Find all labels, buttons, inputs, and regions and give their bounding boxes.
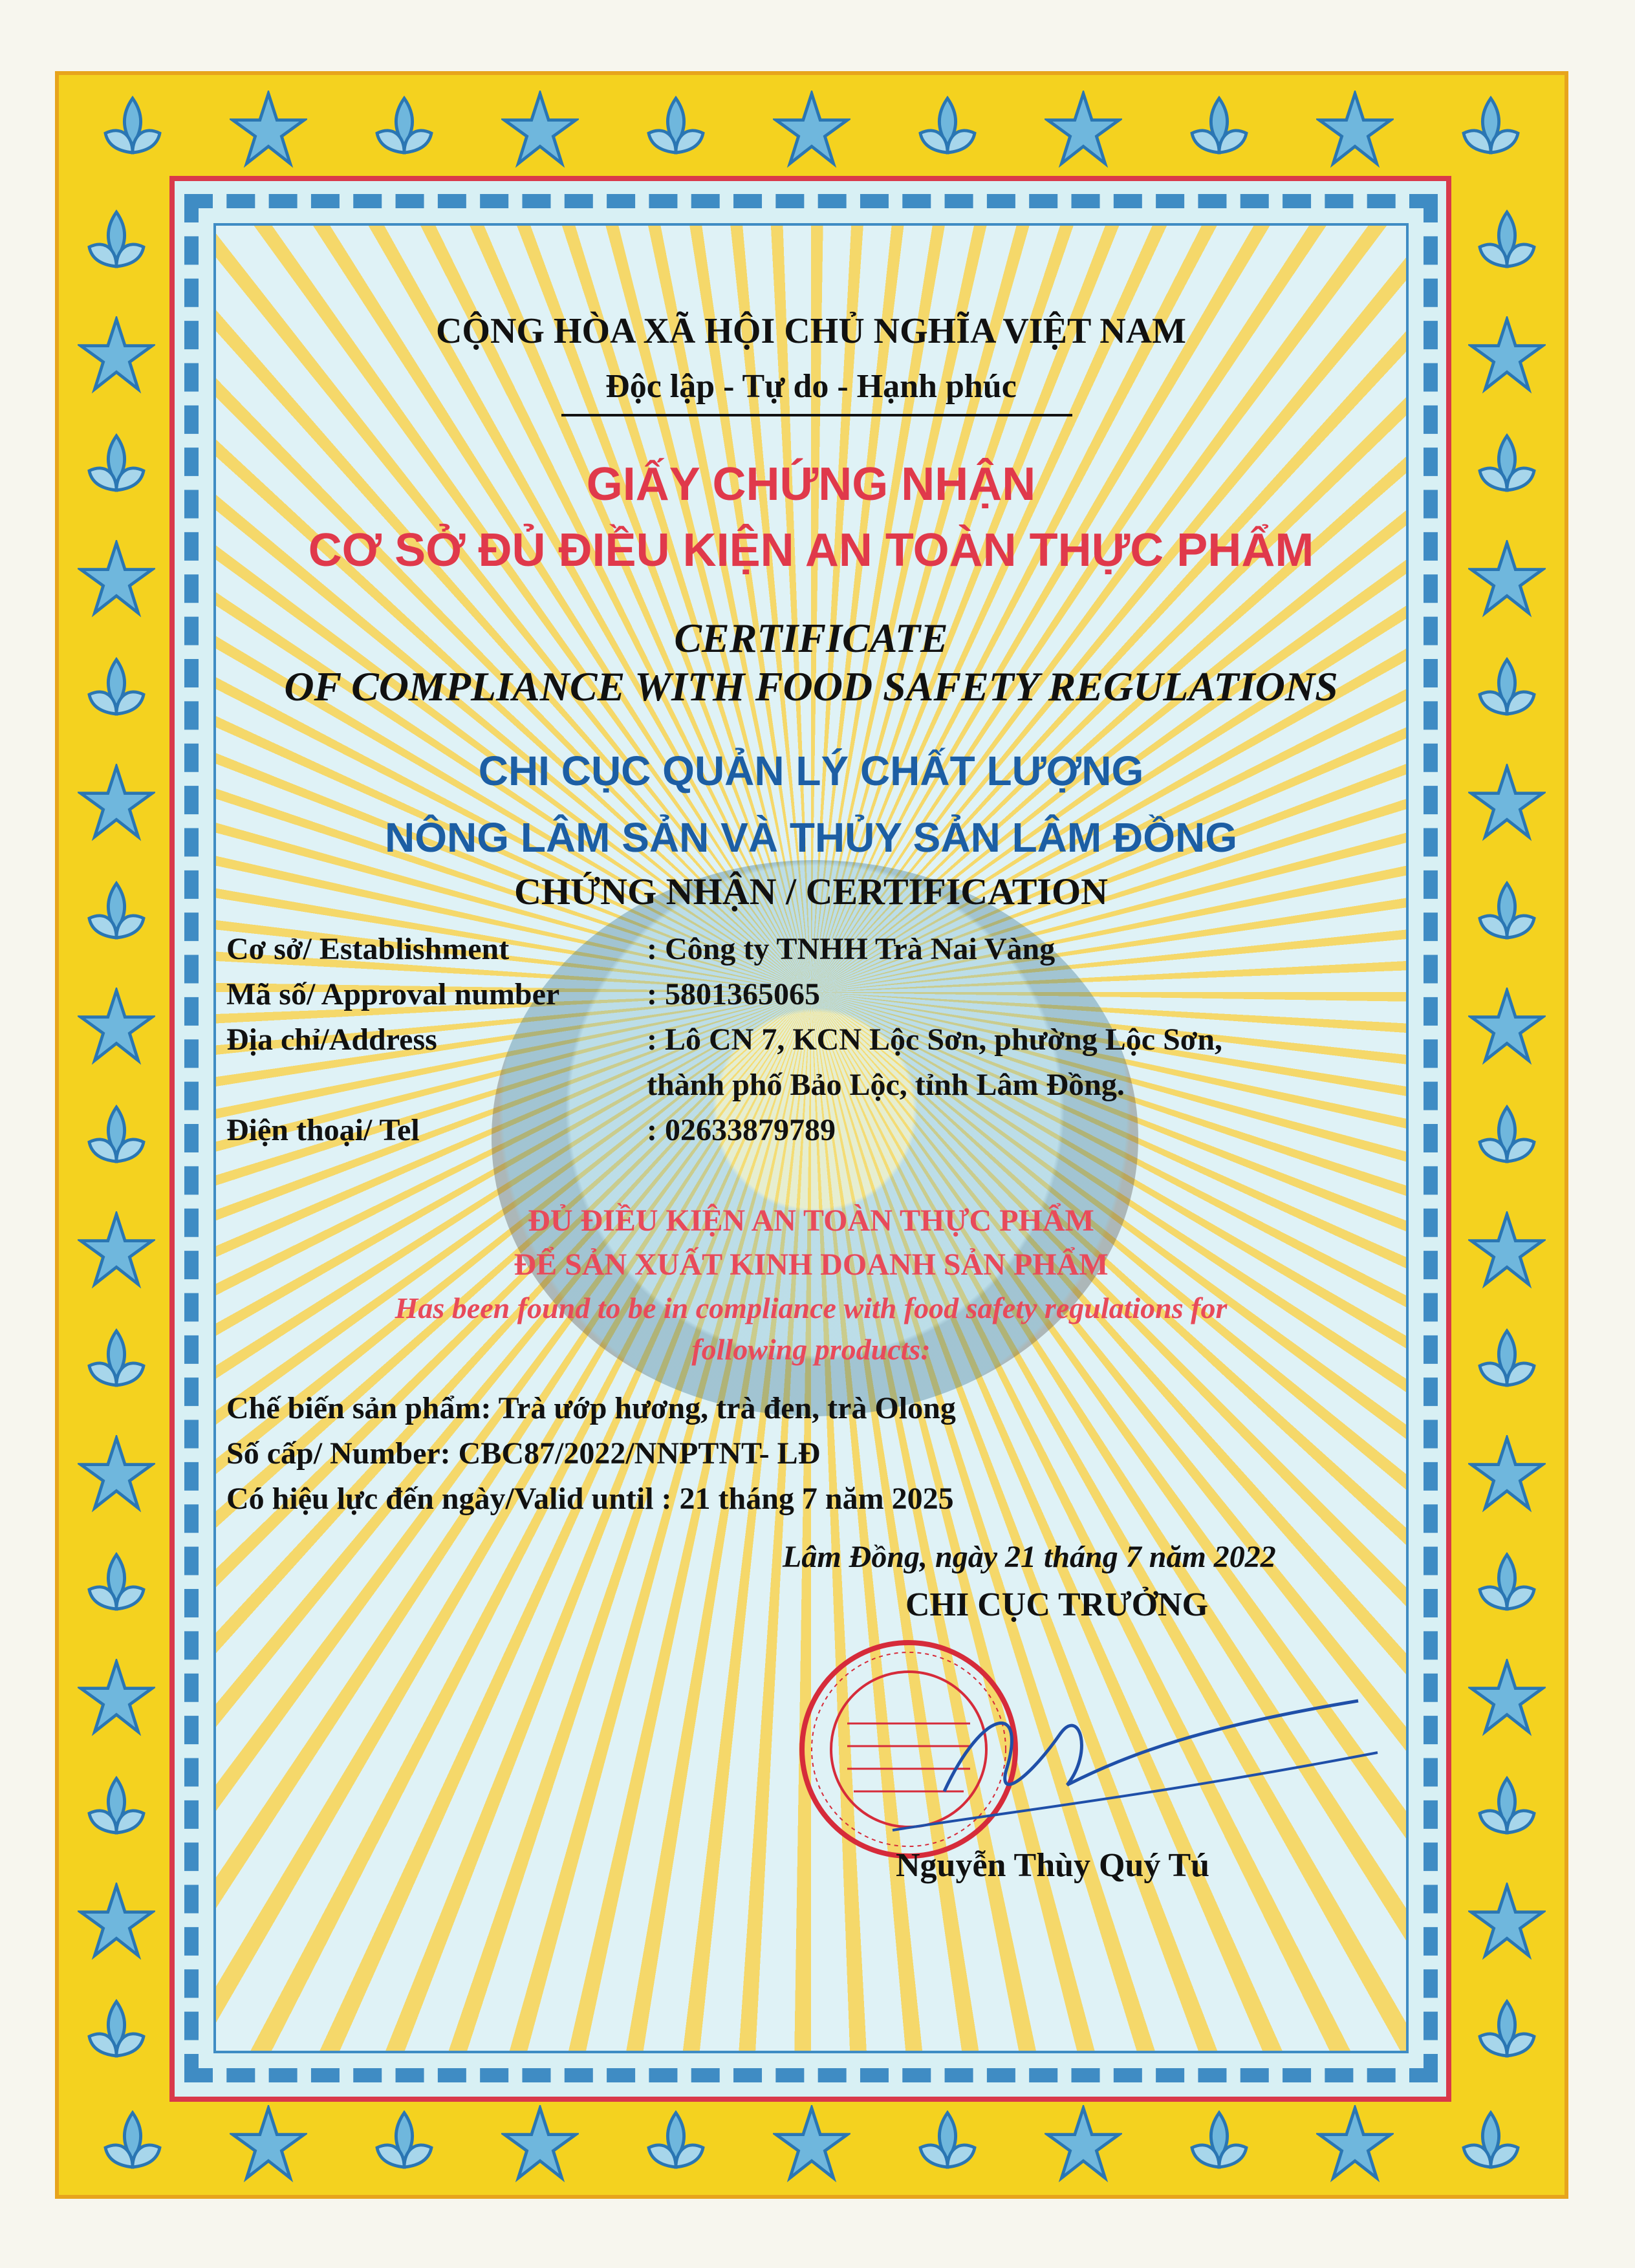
agency-line-1: CHI CỤC QUẢN LÝ CHẤT LƯỢNG [478, 748, 1144, 794]
establishment-row [226, 931, 1055, 967]
certificate-number-line: Số cấp/ Number: CBC87/2022/NNPTNT- LĐ [226, 1436, 821, 1471]
compliance-vn-line-1: ĐỦ ĐIỀU KIỆN AN TOÀN THỰC PHẨM [528, 1204, 1094, 1238]
lotus-ornament-icon [78, 204, 155, 282]
star-ornament-icon [230, 2105, 307, 2183]
establishment-label: Cơ sở/ Establishment [226, 932, 510, 966]
signer-position: CHI CỤC TRƯỞNG [905, 1586, 1209, 1623]
title-en-line-2: OF COMPLIANCE WITH FOOD SAFETY REGULATIONS [284, 664, 1338, 709]
approval-label: Mã số/ Approval number [226, 977, 560, 1011]
address-label: Địa chỉ/Address [226, 1022, 437, 1057]
address-row [226, 1022, 1222, 1057]
lotus-ornament-icon [637, 91, 715, 168]
lotus-ornament-icon [94, 91, 171, 168]
compliance-vn-line-2: ĐỂ SẢN XUẤT KINH DOANH SẢN PHẨM [514, 1247, 1109, 1282]
agency-line-2: NÔNG LÂM SẢN VÀ THỦY SẢN LÂM ĐỒNG [385, 814, 1237, 861]
title-vn-line-1: GIẤY CHỨNG NHẬN [586, 459, 1036, 510]
lotus-ornament-icon [1468, 876, 1546, 953]
star-ornament-icon [230, 91, 307, 168]
star-ornament-icon [1468, 1211, 1546, 1289]
lotus-ornament-icon [1468, 1994, 1546, 2071]
star-ornament-icon [1468, 764, 1546, 841]
star-ornament-icon [773, 2105, 850, 2183]
tel-row [226, 1112, 836, 1148]
lotus-ornament-icon [78, 1547, 155, 1625]
star-ornament-icon [1468, 1883, 1546, 1960]
handwritten-signature [867, 1656, 1397, 1850]
establishment-value: : Công ty TNHH Trà Nai Vàng [647, 932, 1056, 966]
products-line: Chế biến sản phẩm: Trà ướp hương, trà đen, trà Olong [226, 1391, 956, 1425]
star-ornament-icon [501, 2105, 579, 2183]
star-ornament-icon [78, 1435, 155, 1513]
compliance-en-line-2: following products: [691, 1333, 931, 1366]
lotus-ornament-icon [78, 428, 155, 506]
lotus-ornament-icon [909, 2105, 986, 2183]
right-ornament-column [1452, 188, 1562, 2089]
star-ornament-icon [1468, 988, 1546, 1065]
lotus-ornament-icon [365, 91, 443, 168]
star-ornament-icon [1468, 540, 1546, 618]
star-ornament-icon [78, 988, 155, 1065]
star-ornament-icon [1045, 91, 1122, 168]
star-ornament-icon [78, 1883, 155, 1960]
top-ornament-row [65, 78, 1559, 181]
approval-value: : 5801365065 [647, 977, 820, 1011]
lotus-ornament-icon [909, 91, 986, 168]
valid-until-line: Có hiệu lực đến ngày/Valid until : 21 tháng 7 năm 2025 [226, 1482, 954, 1516]
tel-label: Điện thoại/ Tel [226, 1113, 420, 1147]
star-ornament-icon [501, 91, 579, 168]
star-ornament-icon [1316, 2105, 1394, 2183]
lotus-ornament-icon [1468, 428, 1546, 506]
bottom-ornament-row [65, 2095, 1559, 2192]
star-ornament-icon [1316, 91, 1394, 168]
signer-name: Nguyễn Thùy Quý Tú [896, 1847, 1210, 1884]
lotus-ornament-icon [365, 2105, 443, 2183]
star-ornament-icon [1468, 316, 1546, 394]
place-and-date: Lâm Đồng, ngày 21 tháng 7 năm 2022 [783, 1540, 1276, 1574]
star-ornament-icon [773, 91, 850, 168]
lotus-ornament-icon [78, 1099, 155, 1177]
lotus-ornament-icon [94, 2105, 171, 2183]
certification-heading: CHỨNG NHẬN / CERTIFICATION [514, 870, 1108, 913]
lotus-ornament-icon [78, 652, 155, 729]
star-ornament-icon [78, 540, 155, 618]
address-value-line-2: thành phố Bảo Lộc, tỉnh Lâm Đồng. [647, 1068, 1125, 1102]
address-value-line-1: : Lô CN 7, KCN Lộc Sơn, phường Lộc Sơn, [647, 1022, 1223, 1057]
lotus-ornament-icon [1468, 652, 1546, 729]
star-ornament-icon [1045, 2105, 1122, 2183]
star-ornament-icon [78, 1211, 155, 1289]
national-motto: Độc lập - Tự do - Hạnh phúc [605, 368, 1017, 405]
lotus-ornament-icon [1180, 2105, 1258, 2183]
tel-value: : 02633879789 [647, 1113, 836, 1147]
title-vn-line-2: CƠ SỞ ĐỦ ĐIỀU KIỆN AN TOÀN THỰC PHẨM [308, 524, 1314, 576]
star-ornament-icon [78, 1659, 155, 1736]
star-ornament-icon [1468, 1659, 1546, 1736]
compliance-en-line-1: Has been found to be in compliance with food safety regulations for [395, 1291, 1228, 1324]
lotus-ornament-icon [1452, 91, 1530, 168]
lotus-ornament-icon [78, 876, 155, 953]
star-ornament-icon [78, 764, 155, 841]
left-ornament-column [61, 188, 171, 2089]
lotus-ornament-icon [1468, 204, 1546, 282]
lotus-ornament-icon [1468, 1323, 1546, 1401]
star-ornament-icon [1468, 1435, 1546, 1513]
lotus-ornament-icon [78, 1771, 155, 1848]
lotus-ornament-icon [637, 2105, 715, 2183]
lotus-ornament-icon [1468, 1099, 1546, 1177]
lotus-ornament-icon [1180, 91, 1258, 168]
lotus-ornament-icon [1452, 2105, 1530, 2183]
nation-name: CỘNG HÒA XÃ HỘI CHỦ NGHĨA VIỆT NAM [435, 311, 1187, 351]
title-en-line-1: CERTIFICATE [674, 615, 948, 661]
lotus-ornament-icon [1468, 1771, 1546, 1848]
star-ornament-icon [78, 316, 155, 394]
lotus-ornament-icon [78, 1323, 155, 1401]
lotus-ornament-icon [1468, 1547, 1546, 1625]
approval-row [226, 977, 820, 1012]
motto-underline [561, 414, 1072, 416]
lotus-ornament-icon [78, 1994, 155, 2071]
